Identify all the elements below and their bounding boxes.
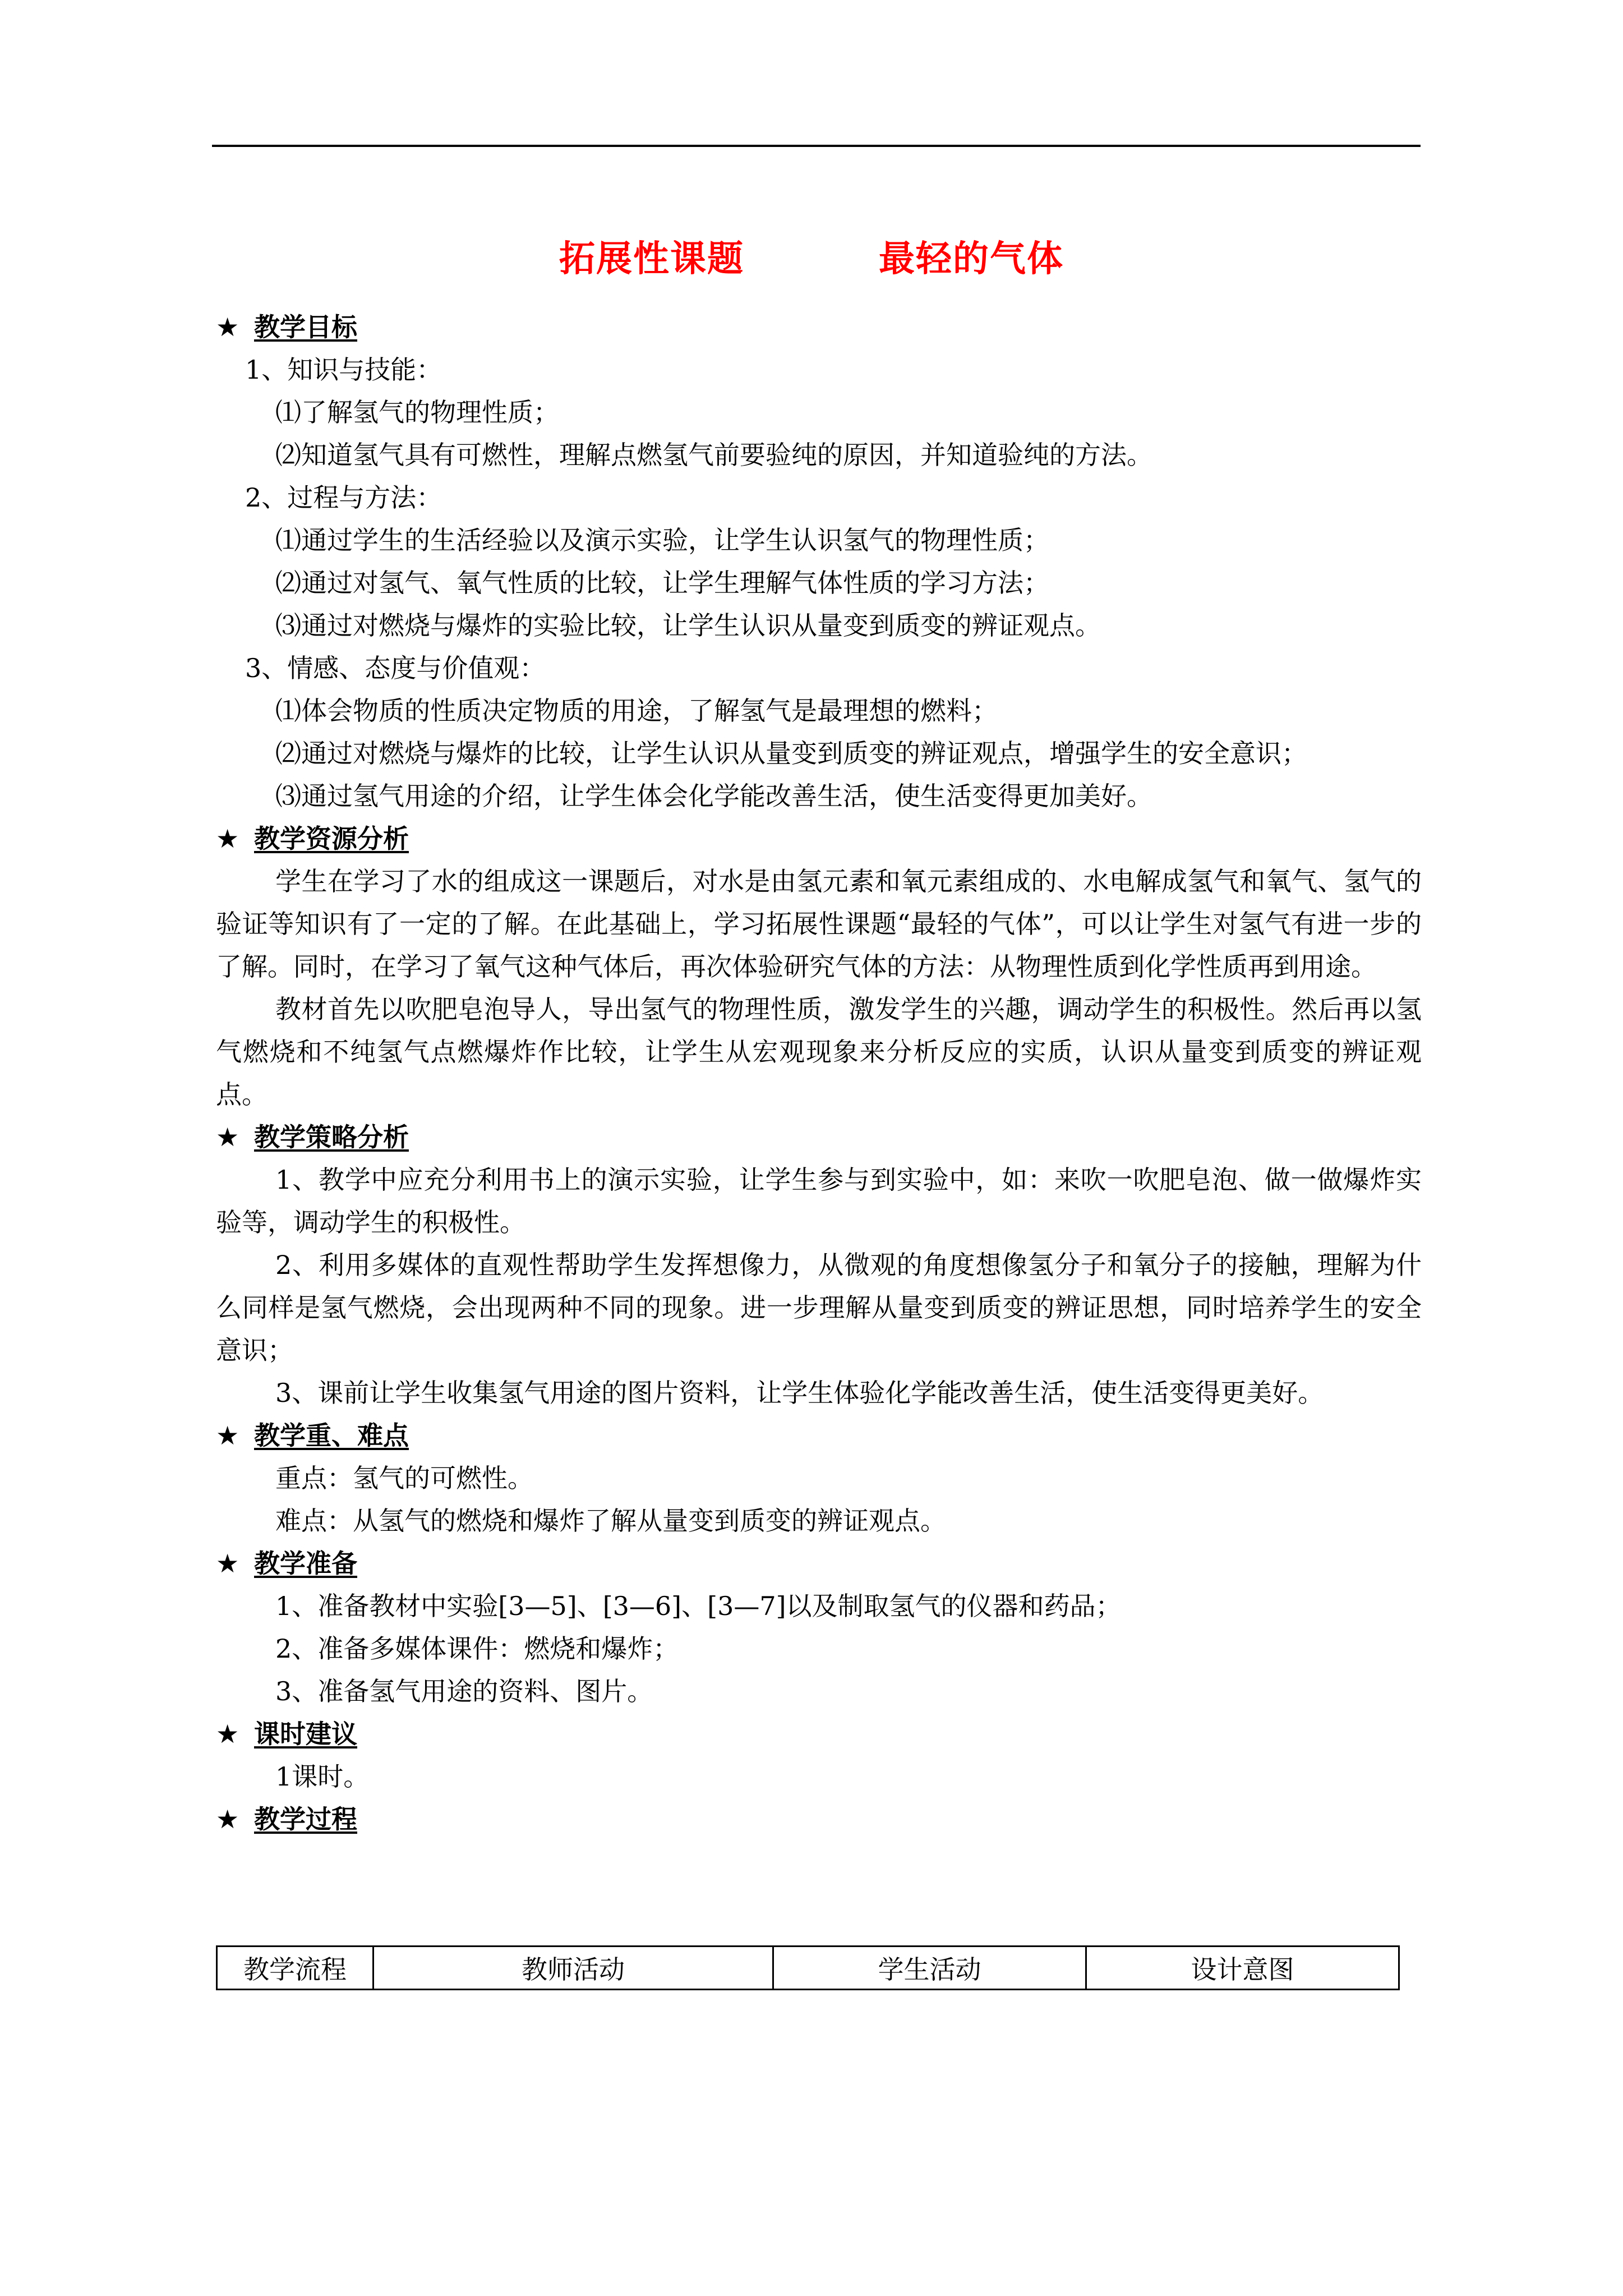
goal-sub-item: ⑴体会物质的性质决定物质的用途，了解氢气是最理想的燃料；: [275, 696, 998, 726]
star-icon: ★: [216, 1420, 239, 1451]
section-heading-process: ★ 教学过程: [216, 1798, 1422, 1841]
goal-label: 2、过程与方法：: [245, 482, 442, 513]
top-rule: [212, 145, 1421, 147]
goal-label: 1、知识与技能：: [245, 355, 442, 385]
title-part1: 拓展性课题: [559, 238, 744, 280]
section-heading-keypoints: ★ 教学重、难点: [216, 1414, 1422, 1457]
document-body: [216, 306, 1422, 1841]
keypoint-line: 难点：从氢气的燃烧和爆炸了解从量变到质变的辨证观点。: [275, 1506, 946, 1536]
document-title: [0, 230, 1623, 282]
process-table: [216, 1945, 1400, 1990]
section-heading-hours: ★ 课时建议: [216, 1713, 1422, 1755]
hours-line: 1课时。: [275, 1761, 370, 1792]
resources-paragraph: 学生在学习了水的组成这一课题后，对水是由氢元素和氧元素组成的、水电解成氢气和氧气、氢气的验证等知识有了一定的了解。在此基础上，学习拓展性课题“最轻的气体”，可以让学生对氢气有进一步的了解。同时，在学习了氧气这种气体后，再次体验研究气体的方法：从物理性质到化学性质再到用途。: [216, 866, 1422, 982]
star-icon: ★: [216, 823, 239, 854]
preparation-line: 1、准备教材中实验[3—5]、[3—6]、[3—7]以及制取氢气的仪器和药品；: [275, 1591, 1122, 1621]
table-header-row: [217, 1947, 1399, 1990]
section-heading-preparation: ★ 教学准备: [216, 1542, 1422, 1585]
star-icon: ★: [216, 1804, 239, 1834]
goal-sub-item: ⑵知道氢气具有可燃性，理解点燃氢气前要验纯的原因，并知道验纯的方法。: [275, 440, 1152, 470]
star-icon: ★: [216, 1122, 239, 1152]
star-icon: ★: [216, 1719, 239, 1749]
table-header-cell: 学生活动: [773, 1947, 1086, 1990]
keypoint-line: 重点：氢气的可燃性。: [275, 1463, 533, 1493]
section-heading-strategy: ★ 教学策略分析: [216, 1116, 1422, 1158]
star-icon: ★: [216, 1548, 239, 1579]
goal-sub-item: ⑵通过对氢气、氧气性质的比较，让学生理解气体性质的学习方法；: [275, 568, 1049, 598]
goal-sub-item: ⑴通过学生的生活经验以及演示实验，让学生认识氢气的物理性质；: [275, 525, 1049, 555]
strategy-paragraph: 2、利用多媒体的直观性帮助学生发挥想像力，从微观的角度想像氢分子和氧分子的接触，理解为什么同样是氢气燃烧，会出现两种不同的现象。进一步理解从量变到质变的辨证思想，同时培养学生的安全意识；: [216, 1250, 1422, 1365]
table-header-cell: 教学流程: [217, 1947, 374, 1990]
resources-paragraph: 教材首先以吹肥皂泡导人，导出氢气的物理性质，激发学生的兴趣，调动学生的积极性。然后再以氢气燃烧和不纯氢气点燃爆炸作比较，让学生从宏观现象来分析反应的实质，认识从量变到质变的辨证观点。: [216, 994, 1422, 1110]
goal-sub-item: ⑶通过对燃烧与爆炸的实验比较，让学生认识从量变到质变的辨证观点。: [275, 610, 1101, 641]
section-heading-goals: ★ 教学目标: [216, 306, 1422, 348]
preparation-line: 2、准备多媒体课件：燃烧和爆炸；: [275, 1634, 679, 1664]
goal-sub-item: ⑶通过氢气用途的介绍，让学生体会化学能改善生活，使生活变得更加美好。: [275, 781, 1152, 811]
goal-sub-item: ⑵通过对燃烧与爆炸的比较，让学生认识从量变到质变的辨证观点，增强学生的安全意识；: [275, 738, 1307, 769]
strategy-paragraph: 1、教学中应充分利用书上的演示实验，让学生参与到实验中，如：来吹一吹肥皂泡、做一做爆炸实验等，调动学生的积极性。: [216, 1165, 1422, 1237]
preparation-line: 3、准备氢气用途的资料、图片。: [275, 1676, 653, 1706]
table-header-cell: 设计意图: [1086, 1947, 1399, 1990]
star-icon: ★: [216, 312, 239, 342]
section-heading-resources: ★ 教学资源分析: [216, 817, 1422, 860]
goal-label: 3、情感、态度与价值观：: [245, 653, 546, 683]
title-part2: 最轻的气体: [879, 238, 1064, 280]
table-header-cell: 教师活动: [374, 1947, 773, 1990]
goal-sub-item: ⑴了解氢气的物理性质；: [275, 397, 559, 427]
strategy-paragraph: 3、课前让学生收集氢气用途的图片资料，让学生体验化学能改善生活，使生活变得更美好。: [275, 1378, 1324, 1408]
